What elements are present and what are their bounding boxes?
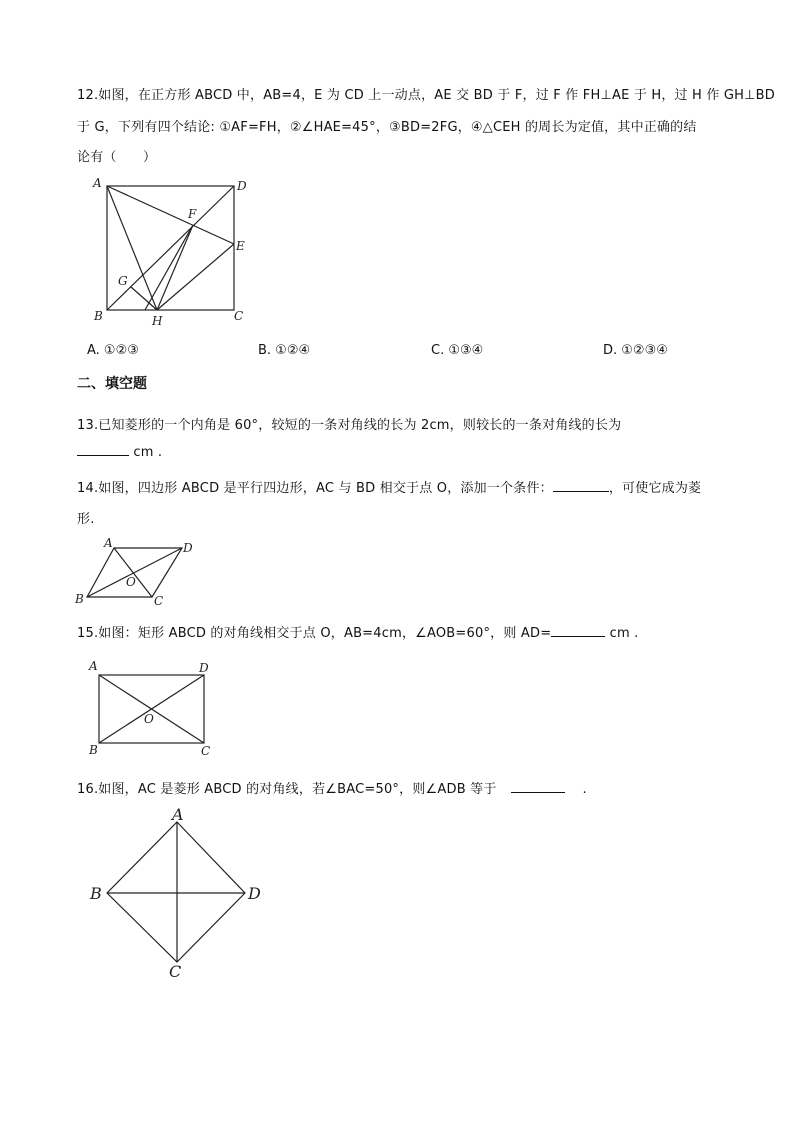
- q12-line-3: 论有（ ）: [77, 150, 157, 165]
- q14-answer-blank[interactable]: [553, 491, 609, 492]
- q15-label-c: C: [201, 744, 211, 758]
- q12-line-1: 12.如图，在正方形 ABCD 中，AB=4，E 为 CD 上一动点，AE 交 BD 于 F，过 F 作 FH⊥AE 于 H，过 H 作 GH⊥BD: [77, 88, 775, 103]
- q13-line-1: 13.已知菱形的一个内角是 60°，较短的一条对角线的长为 2cm，则较长的一条对角线的长为: [77, 418, 622, 433]
- q16-text: 16.如图，AC 是菱形 ABCD 的对角线，若∠BAC=50°，则∠ADB 等于: [77, 782, 497, 797]
- q12-label-h: H: [152, 314, 163, 328]
- diagonal-bd: [107, 186, 234, 310]
- q15-label-a: A: [89, 659, 98, 673]
- q15-label-b: B: [89, 743, 98, 757]
- q12-label-b: B: [94, 309, 103, 323]
- q12-label-g: G: [118, 274, 128, 288]
- segment-gh: [131, 287, 157, 310]
- q15-rectangle-figure: [84, 658, 219, 760]
- q16-label-d: D: [248, 884, 261, 903]
- q12-label-f: F: [188, 207, 197, 221]
- q15-text: 15.如图：矩形 ABCD 的对角线相交于点 O，AB=4cm，∠AOB=60°，则 AD=: [77, 626, 552, 641]
- segment-ae: [107, 186, 234, 244]
- q16-rhombus-figure: [85, 805, 270, 985]
- q14-text-suffix: ，可使它成为菱: [608, 481, 702, 496]
- q15-line-1: [77, 622, 639, 641]
- q14-label-d: D: [183, 541, 193, 555]
- q12-label-e: E: [236, 239, 245, 253]
- q16-period: .: [582, 782, 587, 797]
- q12-option-a: A. ①②③: [87, 343, 139, 358]
- q12-option-c: C. ①③④: [431, 343, 484, 358]
- q12-option-d: D. ①②③④: [603, 343, 668, 358]
- q14-text: 14.如图，四边形 ABCD 是平行四边形，AC 与 BD 相交于点 O，添加一个条件：: [77, 481, 553, 496]
- q15-answer-blank[interactable]: [551, 636, 605, 637]
- q12-square-figure: [85, 172, 260, 332]
- q16-label-a: A: [172, 805, 184, 824]
- diagonal-ac: [114, 548, 152, 597]
- q16-label-c: C: [169, 962, 182, 981]
- q14-parallelogram-figure: [70, 535, 205, 607]
- q14-line-2: 形.: [77, 512, 95, 527]
- segment-ah: [107, 186, 157, 310]
- q12-line-2: 于 G，下列有四个结论: ①AF=FH，②∠HAE=45°，③BD=2FG，④△CEH 的周长为定值，其中正确的结: [77, 120, 697, 135]
- segment-fh: [157, 225, 193, 310]
- segment-he: [157, 244, 234, 310]
- q16-label-b: B: [90, 884, 102, 903]
- q13-line-2: [77, 445, 162, 460]
- q14-label-c: C: [154, 594, 164, 607]
- q16-line-1: [77, 778, 587, 797]
- q15-label-o: O: [144, 712, 154, 726]
- q12-option-b: B. ①②④: [258, 343, 311, 358]
- q14-label-a: A: [104, 536, 113, 550]
- rhombus-abcd: [107, 822, 245, 962]
- diagonal-bd: [87, 548, 182, 597]
- q12-label-a: A: [93, 176, 102, 190]
- q15-label-d: D: [199, 661, 209, 675]
- q15-unit: cm .: [609, 626, 639, 641]
- q14-label-b: B: [75, 592, 84, 606]
- q14-label-o: O: [126, 575, 136, 589]
- section-fill-in-title: 二、填空题: [77, 376, 147, 392]
- segment-f-extra: [145, 225, 193, 310]
- q13-answer-blank[interactable]: [77, 455, 129, 456]
- q12-label-c: C: [234, 309, 244, 323]
- q12-label-d: D: [237, 179, 247, 193]
- q16-answer-blank[interactable]: [511, 792, 565, 793]
- q13-unit: cm .: [133, 445, 163, 460]
- q14-line-1: [77, 477, 701, 496]
